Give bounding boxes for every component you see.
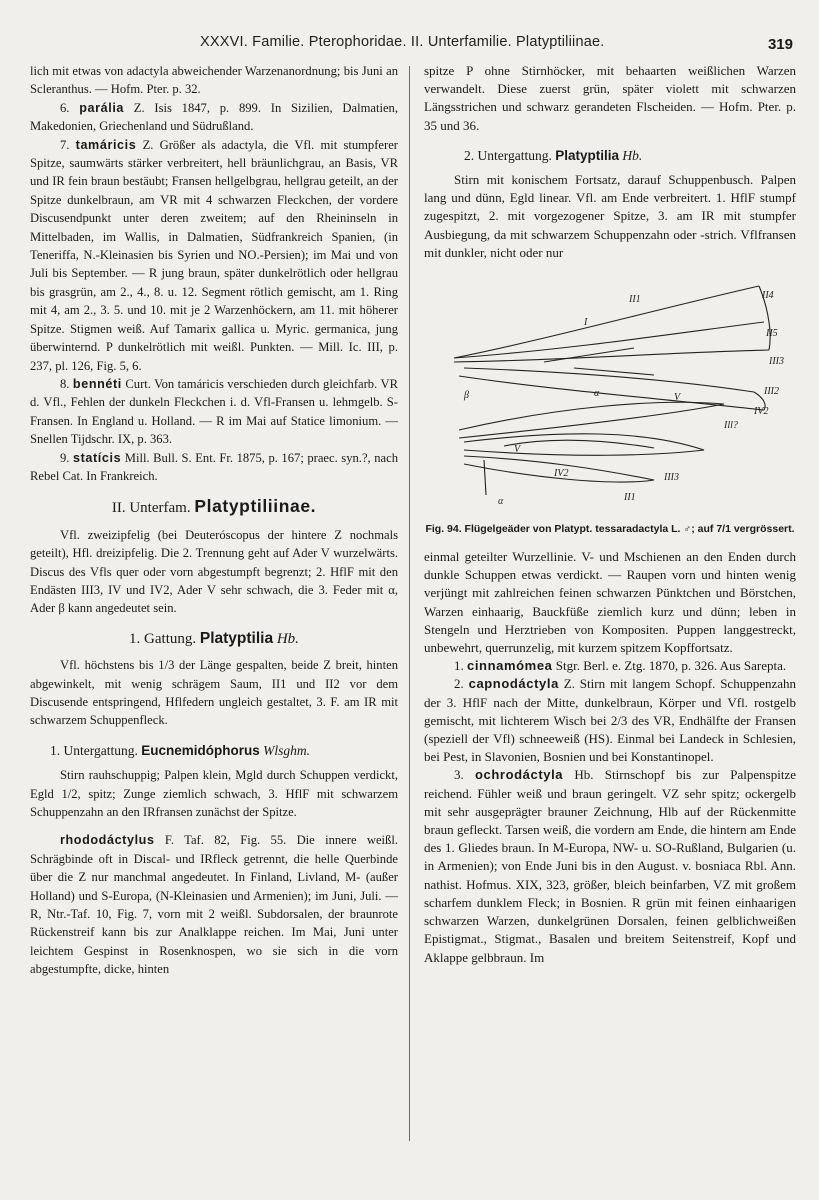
species-name: bennéti bbox=[72, 376, 122, 391]
figure-label: Ill? bbox=[724, 420, 738, 432]
subgenus-heading-1: 1. Untergattung. Eucnemidóphorus Wlsghm. bbox=[50, 742, 311, 758]
figure-label: III2 bbox=[764, 386, 779, 398]
running-title: XXXVI. Familie. Pterophoridae. II. Unterfamilie. Platyptiliinae. bbox=[200, 34, 605, 50]
genus-continuation: einmal geteilter Wurzellinie. V- und Mschienen an den Enden durch dunkle Schuppen etwas verdickt. — Raupen vorn und hinten wenig verjüngt mit zahlreichen feinen schwarzen Pünktchen und Börstchen, Warzen einhaarig, Bauckfüße ziemlich kurz und dünn; leben in Stengeln und Herztrieben von Kompositen. Puppen langgestreckt, unbewehrt, querrunzelig, mit kurzem spitzem Kopffortsatz. bbox=[424, 549, 796, 656]
figure-label: V bbox=[674, 392, 681, 404]
genus-heading: 1. Gattung. Platyptilia Hb. bbox=[129, 629, 299, 647]
figure-label: α bbox=[594, 388, 600, 400]
hindwing-feather-2 bbox=[464, 434, 704, 455]
running-header bbox=[0, 34, 819, 56]
subgenus-heading-2: 2. Untergattung. Platyptilia Hb. bbox=[464, 147, 643, 163]
figure-label: β bbox=[464, 390, 469, 402]
left-column bbox=[30, 62, 398, 979]
hindwing-feather-1 bbox=[459, 402, 724, 438]
figure-label: IV2 bbox=[554, 468, 569, 480]
figure-label: III3 bbox=[769, 356, 784, 368]
forewing-costa bbox=[454, 286, 759, 358]
column-divider bbox=[409, 66, 410, 1141]
species-entry-7: 7. tamáricis Z. Größer als adactyla, die Vfl. mit stumpferer Spitze, saumwärts stärker verbreitert, hell bräunlichgrau, an Basis, VR und IR fein braun bestäubt; Fransen hellgelbgrau, hellgrau geteilt, an der Spitze dunkelbraun, am VR mit 4 schwarzen Fleckchen, der vordere Discusendpunkt unter deren zweitem; auf den Rheininseln in Mittelbaden, im Wallis, in Dalmatien, Südfrankreich Spanien, (in Teneriffa, N.-Kleinasien bis Syrien und NO.-Persien); im Mai und von Juli bis September. — R jung braun, später dunkelrötlich oder hellgrau bis grasgrün, am 2., 4., 8. u. 12. Segment rötlich gemischt, am 1. Ring mit 4, am 2., 3. 5. und 10. mit je 2 Warzenhöckern, am 11. mit höherer Spitze. Stigmen weiß. Auf Tamarix gallica u. Myric. germanica, jung überwinternd. P dunkelrötlich mit weißl. Punkten. — Mill. Ic. III, p. 237, pl. 126, Fig. 5, 6. bbox=[30, 137, 398, 373]
species-name: tamáricis bbox=[75, 137, 137, 152]
species-name: capnodáctyla bbox=[468, 676, 559, 692]
species-entry-9: 9. statícis Mill. Bull. S. Ent. Fr. 1875, p. 167; praec. syn.?, nach Rebel Cat. In Frankreich. bbox=[30, 450, 398, 483]
hindwing-vein bbox=[484, 460, 486, 495]
figure-label: II5 bbox=[766, 328, 778, 340]
figure-label: I bbox=[584, 317, 588, 329]
hindwing-vein bbox=[504, 440, 654, 448]
right-column bbox=[424, 62, 796, 967]
figure-caption: Fig. 94. Flügelgeäder von Platypt. tessaradactyla L. ♂; auf 7/1 vergrössert. bbox=[425, 523, 795, 536]
page-number: 319 bbox=[767, 36, 793, 53]
figure-label: IV2 bbox=[754, 406, 769, 418]
wing-venation-figure bbox=[424, 280, 796, 542]
species-entry-2: 2. capnodáctyla Z. Stirn mit langem Schopf. Schuppenzahn der 3. HflF nach der Mitte, dunkelbraun, Körper und Vfl. rostgelb gemischt, mit lichterem Wisch bei 2/3 des VR, Endhälfte der Fransen (speziell der Vfl) schneeweiß (HS). Einmal bei Landeck in Schlesien, bei Pest, in Slavonien, Bosnien und bei Konstantinopel. bbox=[424, 676, 797, 765]
figure-label: α bbox=[498, 496, 504, 508]
subgenus-description-2: Stirn mit konischem Fortsatz, darauf Schuppenbusch. Palpen lang und dünn, Egld linear. Vfl. am Ende verbreitert. 1. HflF stumpf zugespitzt, 2. mit vorgezogener Spitze, 3. am IR mit stumpfer Ausbiegung, da mit schwarzem Schuppenzahn oder -strich. Vflfransen mit dunkler, nicht oder nur bbox=[424, 172, 796, 260]
species-entry-3: 3. ochrodáctyla Hb. Stirnschopf bis zur Palpenspitze reichend. Fühler weiß und braun geringelt. VZ sehr spitz; ockergelb mit sehr ausgeprägter brauner Zeichnung, Hlb auf der Rückenmitte braun gefleckt. Tarsen weiß, die vordern am Ende, die hintern am Ende des 1. Gliedes braun. In M-Europa, NW- u. SO-Rußland, Bulgarien (u. in Armenien); von Ende Juni bis in den August. v. bosniaca Rbl. Ann. nathist. Hofmus. XIX, 323, größer, bleich beinfarben, VZ mit großem scharfem dunklem Fleck; in Bosnien. R grün mit feinen einhaarigen schwarzen Warzen, dunkelgrünen Dorsalen, feinen gelblichweißen Epistigmat., Stigmat., Basalen und breitem Seitenstreif, Kopf und Aklappe gelbbraun. Im bbox=[424, 767, 797, 965]
subfamily-heading: II. Unterfam. Platyptiliinae. bbox=[111, 496, 317, 517]
figure-label: II1 bbox=[624, 492, 636, 504]
genus-description: Vfl. höchstens bis 1/3 der Länge gespalten, beide Z breit, hinten abgewinkelt, mit wenig schrägem Saum, II1 und II2 vor dem Discusende entspringend, Hflfedern ungleich gestaltet, 3. F. am IR mit schwarzem Schuppenfleck. bbox=[30, 658, 398, 728]
forewing-vein bbox=[544, 348, 654, 375]
figure-label: II4 bbox=[762, 290, 774, 302]
species-entry-rhododactylus: rhododáctylus F. Taf. 82, Fig. 55. Die innere weißl. Schrägbinde oft in Discal- und IRfleck getrennt, die helle Querbinde über die Z nur manchmal angedeutet. In Finland, Livland, M- (außer Holland) und S-Europa, (N-Kleinasien und Armenien); im Juni, Juli. — R, Ntr.-Taf. 10, Fig. 7, vorn mit 2 weißl. Subdorsalen, der braunrote Rückenstreif kann bis zur Analklappe reichen. Im Mai, Juni unter leichtem Gespinst in Rosenknospen, wo sie sich in die vorn abgestumpfte, dicke, hinten bbox=[30, 833, 398, 977]
species-name: rhododáctylus bbox=[60, 833, 155, 848]
subgenus-description-1: Stirn rauhschuppig; Palpen klein, Mgld durch Schuppen verdickt, Egld 1/2, spitz; Zunge ziemlich schwach, 3. HflF mit schwarzem Schuppenzahn an den IRfransen zunächst der Spitze. bbox=[30, 768, 398, 820]
wing-venation-drawing bbox=[424, 280, 796, 510]
continued-paragraph: lich mit etwas von adactyla abweichender Warzenanordnung; bis Juni an Scleranthus. — Hofm. Pter. p. 32. bbox=[30, 64, 398, 97]
species-name: statícis bbox=[73, 450, 122, 465]
figure-label: V bbox=[514, 444, 521, 456]
species-entry-1: 1. cinnamómea Stgr. Berl. e. Ztg. 1870, p. 326. Aus Sarepta. bbox=[454, 658, 787, 674]
forewing-vein bbox=[454, 322, 764, 358]
species-name: parália bbox=[79, 100, 125, 115]
figure-label: III3 bbox=[664, 472, 679, 484]
figure-label: II1 bbox=[629, 294, 641, 306]
species-entry-8: 8. bennéti Curt. Von tamáricis verschieden durch gleichfarb. VR d. Vfl., Fehlen der dunkeln Fleckchen i. d. Vfl-Fransen u. lehmgelb. S-Fransen. In England u. Holland. — R im Mai auf Statice limonium. — Snellen Tijdschr. IX, p. 363. bbox=[30, 376, 398, 447]
continued-paragraph: spitze P ohne Stirnhöcker, mit behaarten weißlichen Warzen verwandelt. Diese zuerst grün, später violett mit schwarzen Längsstrichen und schwarz gerandeten Flscheiden. — Hofm. Pter. p. 35 und 36. bbox=[424, 63, 796, 133]
species-name: ochrodáctyla bbox=[475, 767, 564, 783]
species-entry-6: 6. parália Z. Isis 1847, p. 899. In Sizilien, Dalmatien, Makedonien, Griechenland und Südrußland. bbox=[30, 100, 398, 134]
subfamily-description: Vfl. zweizipfelig (bei Deuteróscopus der hintere Z nochmals geteilt), Hfl. dreizipfelig. Die 2. Trennung geht auf Ader V wurzelwärts. Discus des Vfls quer oder vorn abgestumpft begrenzt; 2. HflF mit den Endästen III3, IV und IV2, Ader V sehr schwach, die 3. Feder mit α, Ader β kann angedeutet sein. bbox=[30, 527, 398, 616]
species-name: cinnamómea bbox=[467, 658, 553, 674]
